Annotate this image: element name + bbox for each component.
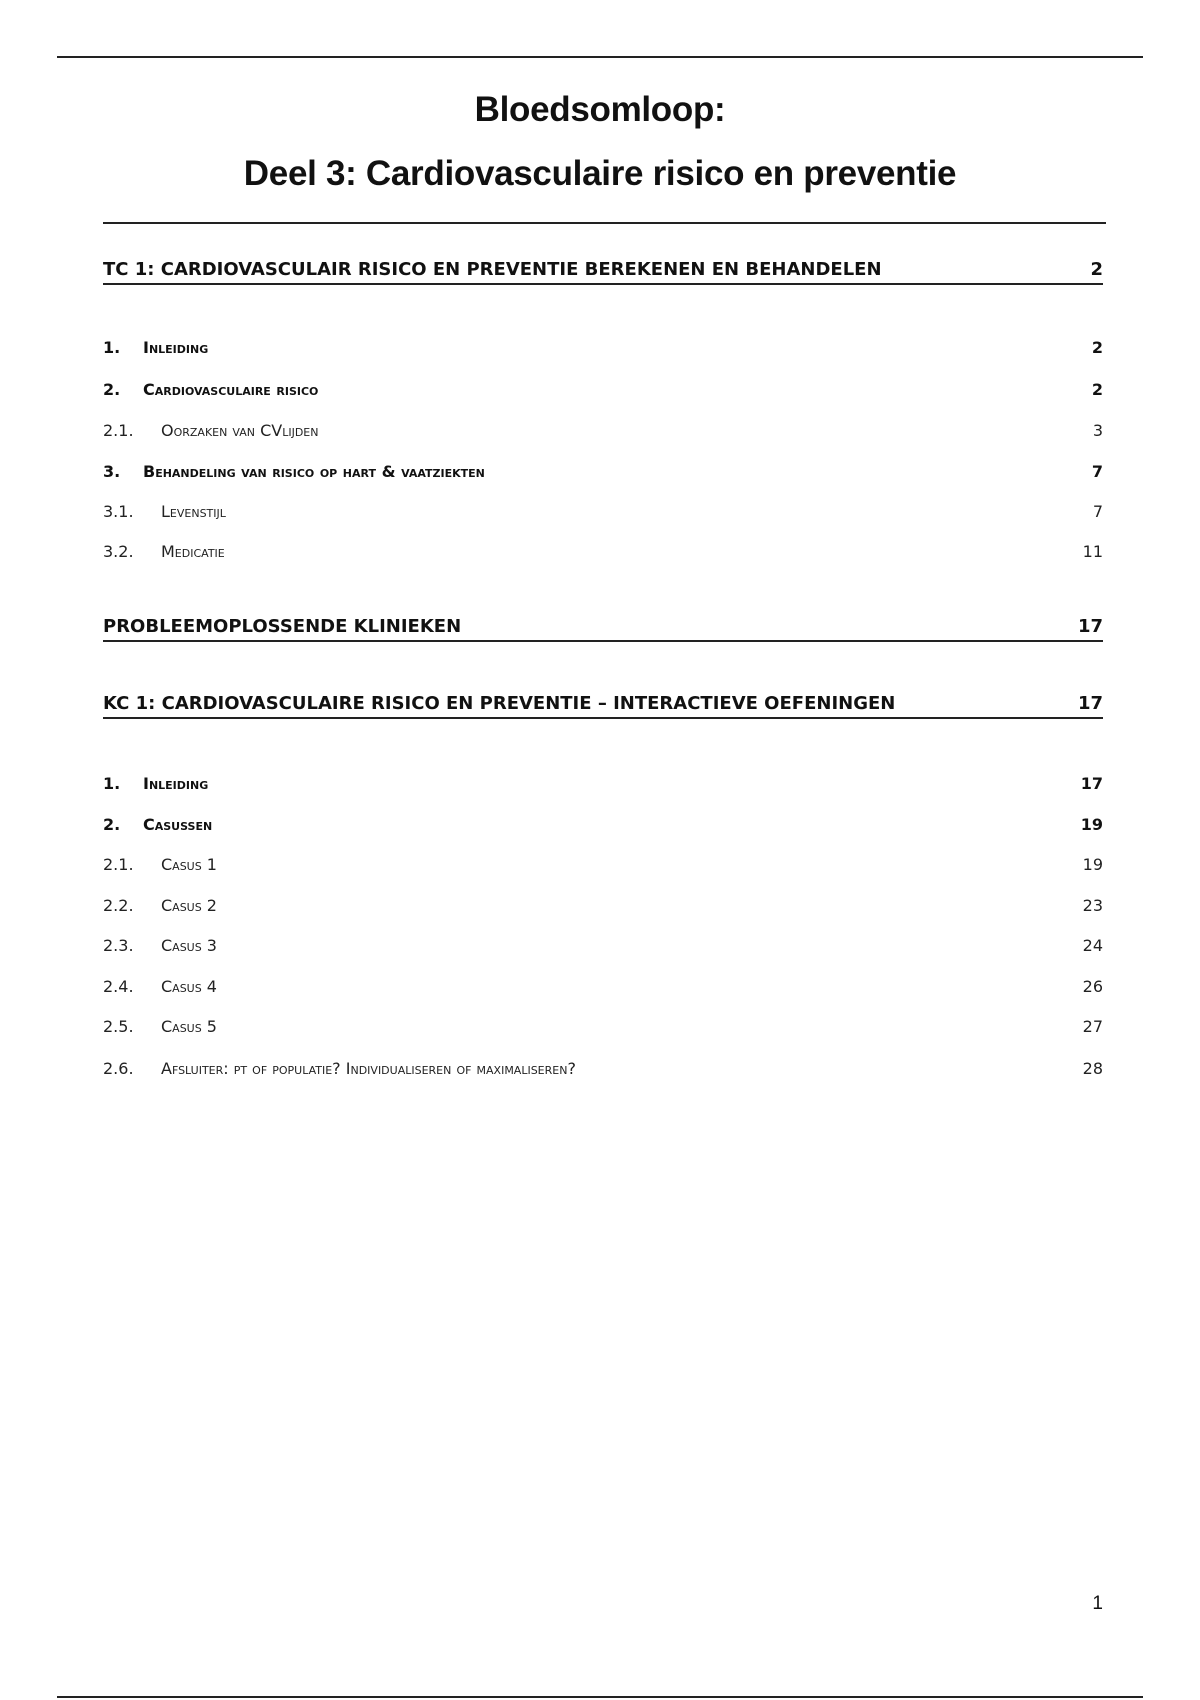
toc-entry-text: Afsluiter: pt of populatie? Individualiseren of maximaliseren?	[161, 1059, 576, 1078]
toc-entry-casus-5[interactable]	[103, 1014, 1103, 1040]
toc-entry-number: 2.	[103, 815, 121, 834]
toc-entry-text: KC 1: CARDIOVASCULAIRE RISICO EN PREVENTIE – INTERACTIEVE OEFENINGEN	[103, 693, 896, 714]
toc-page-number: 3	[1092, 421, 1103, 440]
toc-entry-text: Casus 5	[161, 1017, 217, 1036]
page-number: 1	[1092, 1593, 1103, 1614]
toc-page-number: 19	[1080, 815, 1103, 834]
toc-entry-levenstijl[interactable]	[103, 499, 1103, 525]
toc-part-kc1[interactable]	[103, 693, 1103, 719]
toc-entry-text: Medicatie	[161, 542, 225, 561]
toc-entry-casussen[interactable]	[103, 812, 1103, 838]
toc-page-number: 24	[1082, 936, 1103, 955]
toc-entry-number: 2.3.	[103, 936, 134, 955]
toc-part-tc1[interactable]	[103, 259, 1103, 285]
document-title: Bloedsomloop:	[474, 90, 726, 129]
toc-entry-text: Casus 2	[161, 896, 217, 915]
toc-page-number: 2	[1090, 259, 1103, 280]
toc-page-number: 26	[1082, 977, 1103, 996]
toc-entry-text: Oorzaken van CVlijden	[161, 421, 319, 440]
toc-entry-text: Inleiding	[143, 774, 209, 793]
toc-entry-text: PROBLEEMOPLOSSENDE KLINIEKEN	[103, 616, 462, 637]
toc-page-number: 2	[1091, 338, 1103, 357]
toc-entry-number: 1.	[103, 774, 121, 793]
toc-entry-number: 2.2.	[103, 896, 134, 915]
toc-entry-text: TC 1: CARDIOVASCULAIR RISICO EN PREVENTIE BEREKENEN EN BEHANDELEN	[103, 259, 882, 280]
toc-entry-number: 2.6.	[103, 1059, 134, 1078]
toc-page-number: 2	[1091, 380, 1103, 399]
toc-entry-number: 3.2.	[103, 542, 134, 561]
toc-entry-text: Casussen	[143, 815, 213, 834]
toc-entry-text: Levenstijl	[161, 502, 226, 521]
toc-entry-text: Casus 3	[161, 936, 217, 955]
toc-page-number: 27	[1082, 1017, 1103, 1036]
toc-entry-cardiovasculaire-risico[interactable]	[103, 377, 1103, 403]
toc-page-number: 17	[1080, 774, 1103, 793]
toc-entry-casus-4[interactable]	[103, 974, 1103, 1000]
toc-entry-text: Behandeling van risico op hart & vaatziekten	[143, 462, 485, 481]
toc-page-number: 11	[1082, 542, 1103, 561]
toc-entry-number: 2.	[103, 380, 121, 399]
toc-entry-text: Casus 4	[161, 977, 217, 996]
toc-entry-casus-3[interactable]	[103, 933, 1103, 959]
toc-page-number: 17	[1077, 616, 1103, 637]
toc-entry-oorzaken[interactable]	[103, 418, 1103, 444]
toc-entry-afsluiter[interactable]	[103, 1056, 1103, 1082]
toc-entry-casus-2[interactable]	[103, 893, 1103, 919]
toc-entry-inleiding[interactable]	[103, 335, 1103, 361]
toc-part-probleemoplossende-klinieken[interactable]	[103, 616, 1103, 642]
toc-entry-number: 2.1.	[103, 421, 134, 440]
toc-entry-inleiding-kc[interactable]	[103, 771, 1103, 797]
toc-entry-text: Cardiovasculaire risico	[143, 380, 319, 399]
toc-page-number: 28	[1082, 1059, 1103, 1078]
toc-entry-number: 1.	[103, 338, 121, 357]
toc-entry-behandeling[interactable]	[103, 459, 1103, 485]
toc-entry-text: Inleiding	[143, 338, 209, 357]
toc-page-number: 23	[1082, 896, 1103, 915]
toc-entry-number: 2.1.	[103, 855, 134, 874]
document-subtitle: Deel 3: Cardiovasculaire risico en preventie	[243, 154, 957, 193]
toc-entry-number: 3.1.	[103, 502, 134, 521]
toc-entry-medicatie[interactable]	[103, 539, 1103, 565]
title-divider	[103, 222, 1106, 224]
toc-entry-casus-1[interactable]	[103, 852, 1103, 878]
toc-page-number: 7	[1091, 462, 1103, 481]
toc-entry-text: Casus 1	[161, 855, 217, 874]
header-rule	[57, 56, 1143, 58]
footer-rule	[57, 1696, 1143, 1698]
toc-entry-number: 2.4.	[103, 977, 134, 996]
toc-page-number: 7	[1092, 502, 1103, 521]
toc-page-number: 17	[1077, 693, 1103, 714]
toc-entry-number: 2.5.	[103, 1017, 134, 1036]
toc-entry-number: 3.	[103, 462, 121, 481]
toc-page-number: 19	[1082, 855, 1103, 874]
